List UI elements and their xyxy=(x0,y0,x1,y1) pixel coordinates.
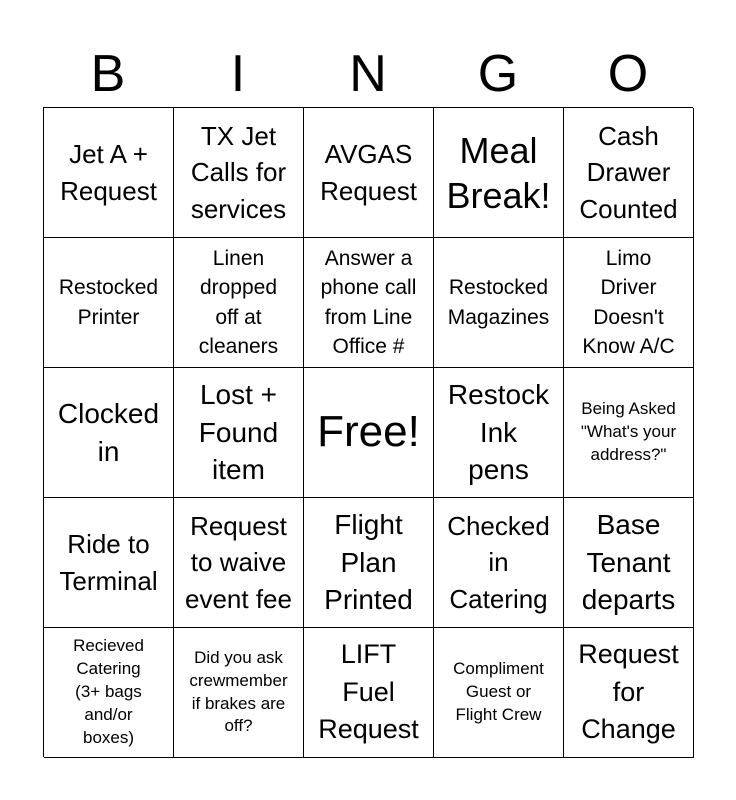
cell-text: Linen dropped off at cleaners xyxy=(198,246,279,358)
bingo-cell-r3c2[interactable] xyxy=(174,368,304,498)
bingo-cell-r4c4[interactable] xyxy=(434,498,564,628)
bingo-cell-r4c1[interactable] xyxy=(44,498,174,628)
cell-text: Did you ask crewmember if brakes are off? xyxy=(189,647,288,736)
bingo-cell-r5c4[interactable] xyxy=(434,628,564,758)
cell-text: Ride to Terminal xyxy=(59,529,158,596)
header-letter-g: G xyxy=(477,45,519,103)
cell-text: Base Tenant departs xyxy=(581,508,676,616)
bingo-cell-r1c3[interactable] xyxy=(304,108,434,238)
bingo-cell-r3c5[interactable] xyxy=(564,368,694,498)
cell-text: Request to waive event fee xyxy=(185,510,292,614)
bingo-cell-r2c2[interactable] xyxy=(174,238,304,368)
cell-text: Cash Drawer Counted xyxy=(579,120,678,224)
bingo-cell-r4c2[interactable] xyxy=(174,498,304,628)
cell-text: AVGAS Request xyxy=(320,139,417,206)
bingo-cell-r1c5[interactable] xyxy=(564,108,694,238)
cell-text: Meal Break! xyxy=(446,129,551,216)
bingo-cell-free[interactable] xyxy=(304,368,434,498)
cell-text: Restocked Magazines xyxy=(447,276,550,329)
cell-text: Lost + Found item xyxy=(198,378,279,486)
cell-text: Restock Ink pens xyxy=(447,378,550,486)
bingo-cell-r5c1[interactable] xyxy=(44,628,174,758)
cell-text: Request for Change xyxy=(578,638,679,745)
cell-text: Flight Plan Printed xyxy=(324,508,413,616)
cell-text: Answer a phone call from Line Office # xyxy=(320,246,417,358)
cell-text: Clocked in xyxy=(57,397,160,467)
cell-text: Restocked Printer xyxy=(58,276,159,329)
bingo-cell-r1c4[interactable] xyxy=(434,108,564,238)
bingo-cell-r2c1[interactable] xyxy=(44,238,174,368)
cell-text: Checked in Catering xyxy=(447,510,550,614)
cell-text: LIFT Fuel Request xyxy=(318,638,419,745)
bingo-cell-r2c4[interactable] xyxy=(434,238,564,368)
bingo-cell-r1c1[interactable] xyxy=(44,108,174,238)
cell-text: Being Asked "What's your address?" xyxy=(580,399,677,464)
bingo-cell-r3c4[interactable] xyxy=(434,368,564,498)
bingo-cell-r5c5[interactable] xyxy=(564,628,694,758)
bingo-board xyxy=(43,107,693,757)
header-letter-i: I xyxy=(230,45,246,103)
cell-text: Recieved Catering (3+ bags and/or boxes) xyxy=(73,636,144,747)
bingo-cell-r2c3[interactable] xyxy=(304,238,434,368)
header-letter-b: B xyxy=(90,45,126,103)
cell-text: Jet A + Request xyxy=(60,139,157,206)
bingo-cell-r4c5[interactable] xyxy=(564,498,694,628)
bingo-cell-r3c1[interactable] xyxy=(44,368,174,498)
header-letter-o: O xyxy=(607,45,649,103)
free-space-text: Free! xyxy=(317,407,420,457)
header-letter-n: N xyxy=(349,45,387,103)
bingo-cell-r2c5[interactable] xyxy=(564,238,694,368)
bingo-cell-r5c2[interactable] xyxy=(174,628,304,758)
bingo-cell-r4c3[interactable] xyxy=(304,498,434,628)
bingo-header xyxy=(43,40,693,108)
cell-text: TX Jet Calls for services xyxy=(190,120,287,224)
cell-text: Compliment Guest or Flight Crew xyxy=(453,659,544,724)
cell-text: Limo Driver Doesn't Know A/C xyxy=(582,246,675,358)
bingo-cell-r5c3[interactable] xyxy=(304,628,434,758)
bingo-cell-r1c2[interactable] xyxy=(174,108,304,238)
